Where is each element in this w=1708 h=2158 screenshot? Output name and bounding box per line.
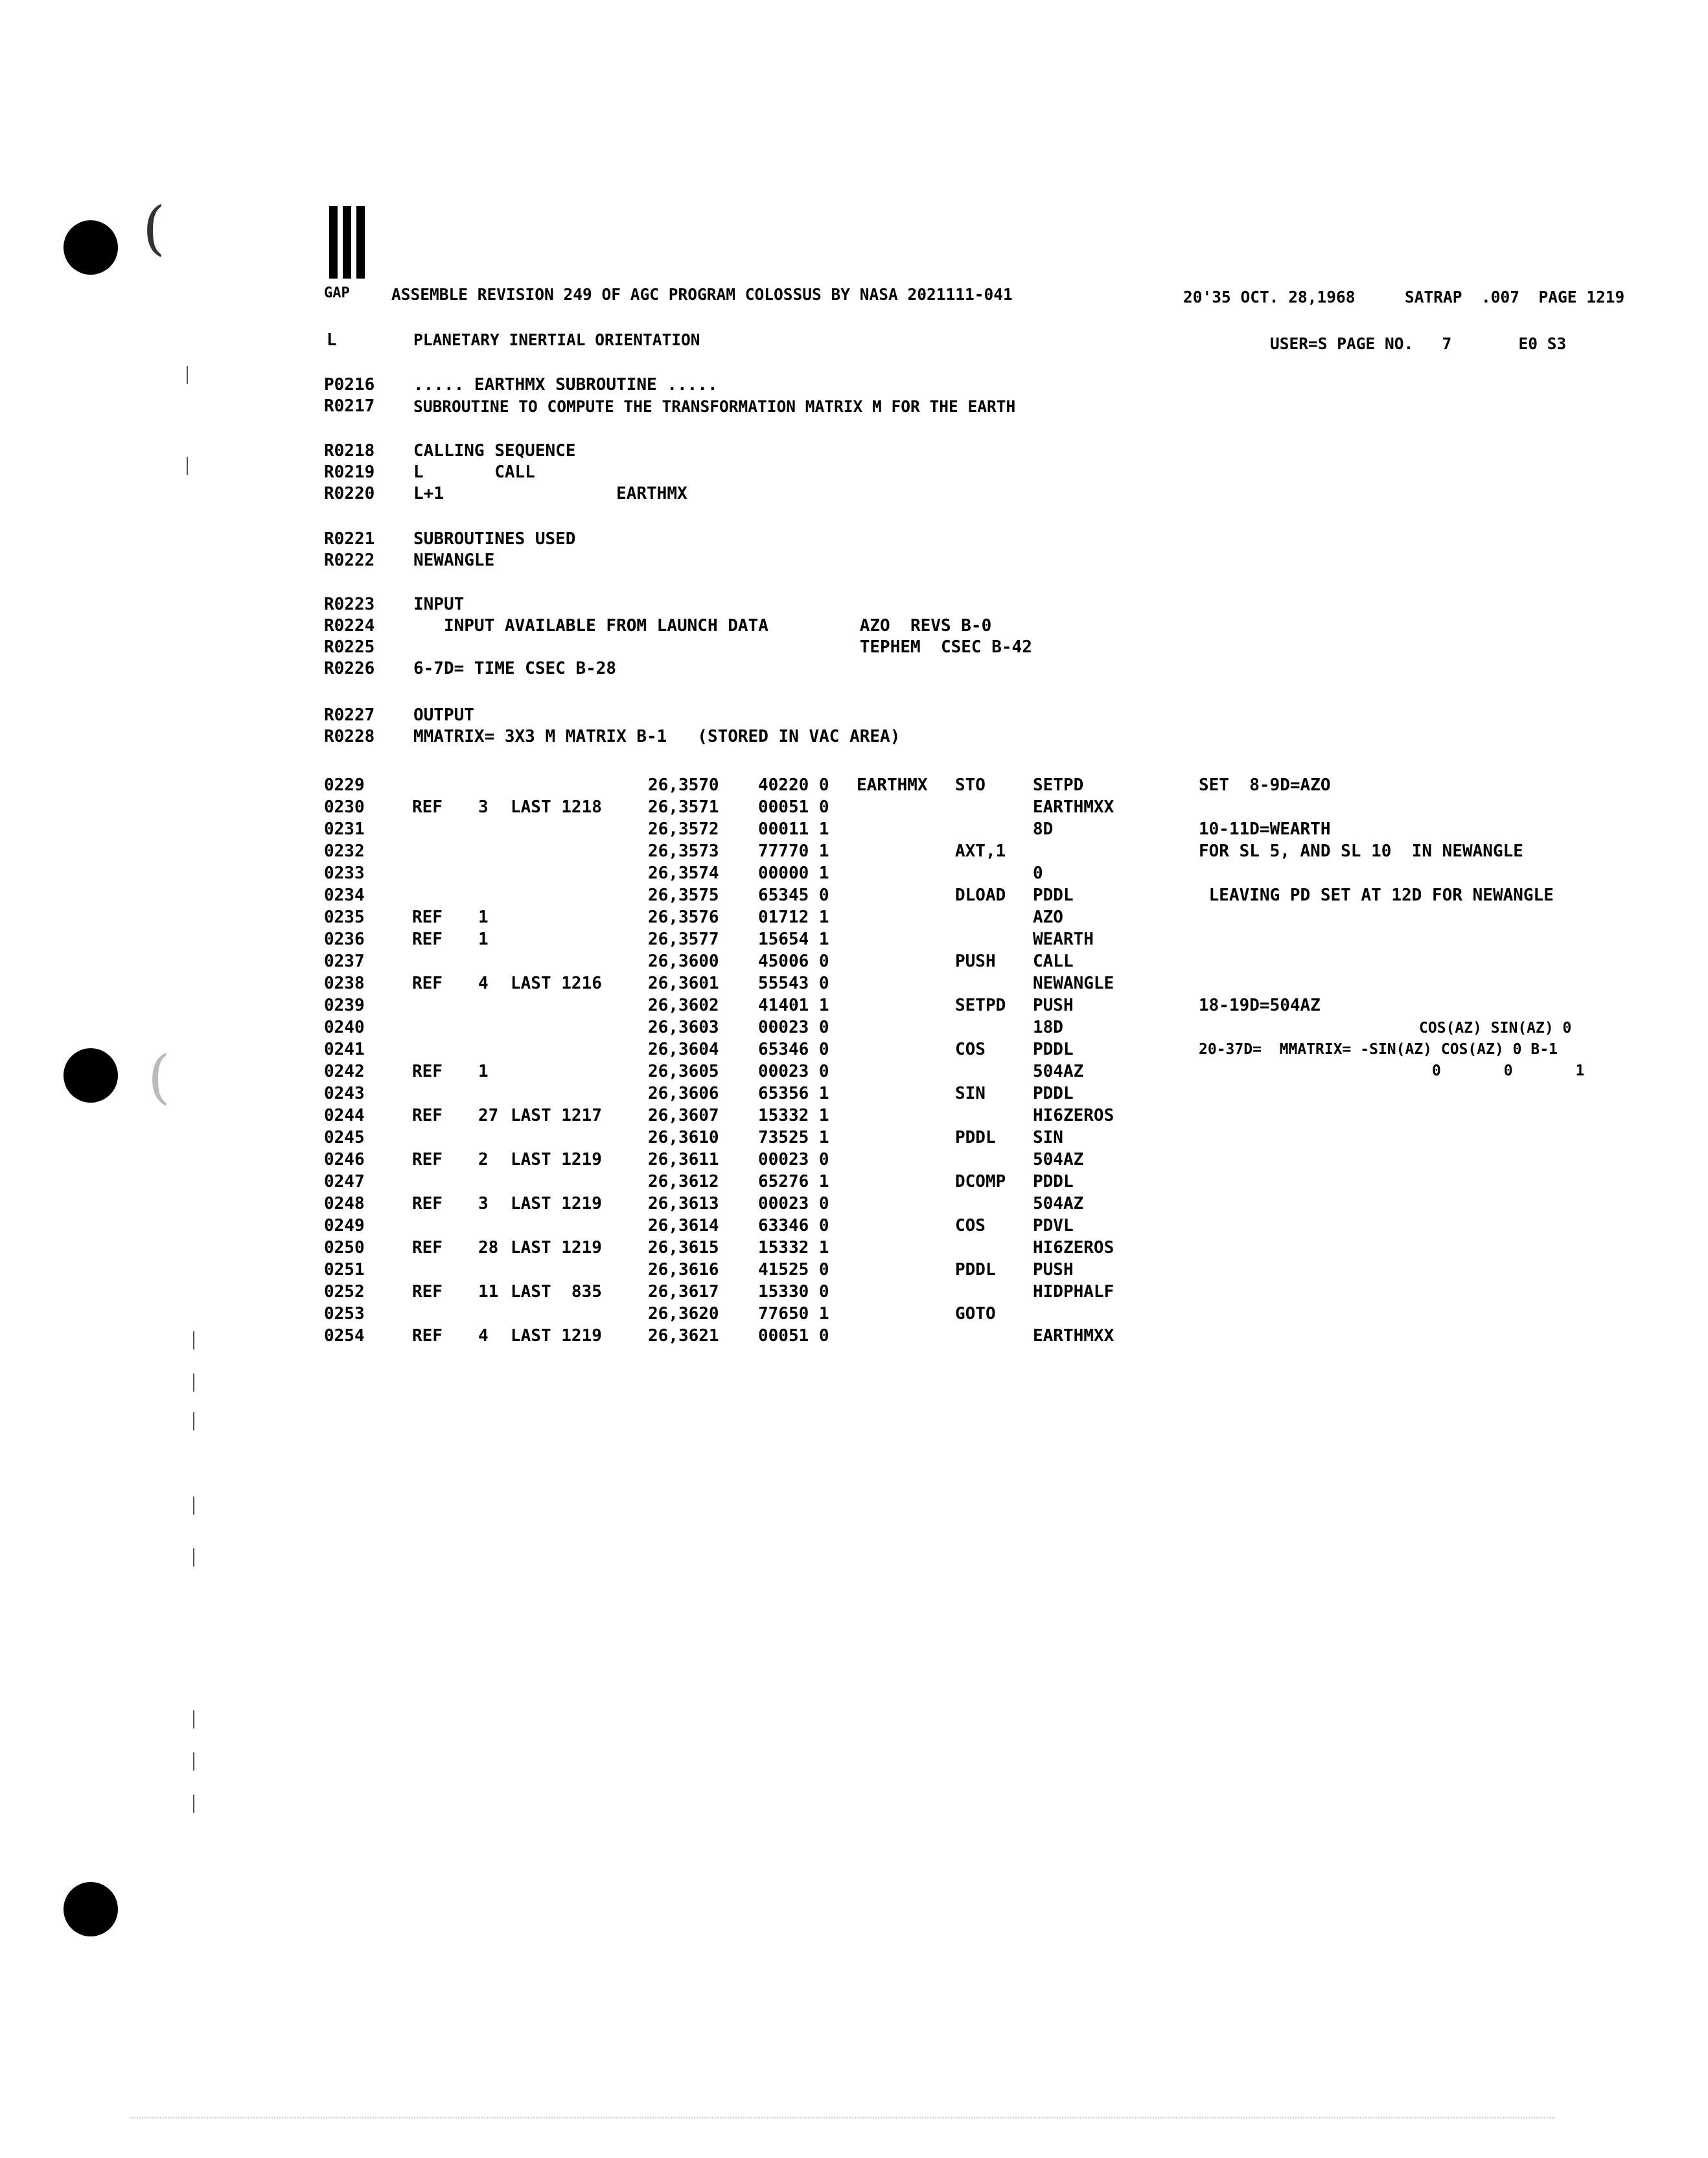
address: 26,3616 bbox=[648, 1260, 719, 1280]
octal-word: 00011 1 bbox=[758, 820, 829, 839]
line-number: R0218 bbox=[324, 441, 375, 461]
opcode: DCOMP bbox=[955, 1172, 1006, 1191]
last-ref: LAST 835 bbox=[511, 1282, 602, 1302]
address: 26,3603 bbox=[648, 1018, 719, 1037]
address: 26,3617 bbox=[648, 1282, 719, 1302]
margin-tick bbox=[193, 1331, 194, 1349]
address: 26,3602 bbox=[648, 996, 719, 1015]
line-number: R0225 bbox=[324, 637, 375, 657]
binder-bars-icon bbox=[329, 206, 365, 279]
ref-tag: REF bbox=[412, 1282, 443, 1302]
ref-tag: REF bbox=[412, 908, 443, 927]
ref-tag: REF bbox=[412, 1194, 443, 1213]
operand: PDVL bbox=[1033, 1216, 1074, 1235]
line-number: R0227 bbox=[324, 706, 375, 725]
octal-word: 15330 0 bbox=[758, 1282, 829, 1302]
address: 26,3574 bbox=[648, 864, 719, 883]
subheader-title: PLANETARY INERTIAL ORIENTATION bbox=[413, 330, 700, 349]
operand: 504AZ bbox=[1033, 1150, 1084, 1169]
operand: PDDL bbox=[1033, 1172, 1074, 1191]
code-comment: 18-19D=504AZ bbox=[1199, 996, 1321, 1015]
margin-tick bbox=[193, 1795, 194, 1813]
operand: PUSH bbox=[1033, 996, 1074, 1015]
remark-text: ..... EARTHMX SUBROUTINE ..... bbox=[413, 375, 718, 395]
operand: HIDPHALF bbox=[1033, 1282, 1114, 1302]
line-number: R0224 bbox=[324, 616, 375, 636]
operand: PUSH bbox=[1033, 1260, 1074, 1280]
ref-count: 2 bbox=[478, 1150, 489, 1169]
line-number: 0230 bbox=[324, 798, 365, 817]
octal-word: 00051 0 bbox=[758, 798, 829, 817]
opcode: SETPD bbox=[955, 996, 1006, 1015]
matrix-row-3: 0 0 1 bbox=[1432, 1062, 1585, 1079]
remark-text: OUTPUT bbox=[413, 706, 474, 725]
ref-count: 27 bbox=[478, 1106, 499, 1125]
line-number: 0245 bbox=[324, 1128, 365, 1147]
ref-tag: REF bbox=[412, 930, 443, 949]
opcode: SIN bbox=[955, 1084, 986, 1103]
ref-count: 1 bbox=[478, 1062, 489, 1081]
line-number: 0233 bbox=[324, 864, 365, 883]
line-number: R0221 bbox=[324, 529, 375, 549]
code-comment: FOR SL 5, AND SL 10 IN NEWANGLE bbox=[1199, 842, 1523, 861]
ref-tag: REF bbox=[412, 1150, 443, 1169]
margin-tick bbox=[193, 1412, 194, 1430]
margin-tick bbox=[193, 1497, 194, 1515]
opcode: GOTO bbox=[955, 1304, 996, 1324]
margin-mark-top: ( bbox=[143, 194, 166, 262]
line-number: 0247 bbox=[324, 1172, 365, 1191]
octal-word: 01712 1 bbox=[758, 908, 829, 927]
remark-text: SUBROUTINE TO COMPUTE THE TRANSFORMATION MATRIX M FOR THE EARTH bbox=[413, 397, 1016, 416]
remark-text: INPUT bbox=[413, 595, 465, 614]
octal-word: 00023 0 bbox=[758, 1150, 829, 1169]
line-number: 0243 bbox=[324, 1084, 365, 1103]
remark-text: SUBROUTINES USED bbox=[413, 529, 576, 549]
line-number: 0231 bbox=[324, 820, 365, 839]
octal-word: 00023 0 bbox=[758, 1062, 829, 1081]
operand: PDDL bbox=[1033, 1084, 1074, 1103]
last-ref: LAST 1216 bbox=[511, 974, 602, 993]
line-number: 0251 bbox=[324, 1260, 365, 1280]
opcode: AXT,1 bbox=[955, 842, 1006, 861]
last-ref: LAST 1219 bbox=[511, 1238, 602, 1257]
address: 26,3610 bbox=[648, 1128, 719, 1147]
punch-hole-middle bbox=[63, 1048, 118, 1103]
line-number: R0226 bbox=[324, 659, 375, 678]
line-number: 0229 bbox=[324, 775, 365, 795]
octal-word: 00023 0 bbox=[758, 1194, 829, 1213]
address: 26,3615 bbox=[648, 1238, 719, 1257]
address: 26,3606 bbox=[648, 1084, 719, 1103]
opcode: STO bbox=[955, 775, 986, 795]
remark-text: L CALL bbox=[413, 463, 535, 482]
code-comment: 10-11D=WEARTH bbox=[1199, 820, 1331, 839]
line-number: R0217 bbox=[324, 396, 375, 416]
line-number: R0219 bbox=[324, 463, 375, 482]
line-number: R0228 bbox=[324, 727, 375, 746]
line-number: 0241 bbox=[324, 1040, 365, 1059]
operand: CALL bbox=[1033, 952, 1074, 971]
remark-text: L+1 EARTHMX bbox=[413, 484, 687, 503]
margin-tick bbox=[187, 457, 188, 475]
address: 26,3570 bbox=[648, 775, 719, 795]
punch-hole-top bbox=[63, 220, 118, 275]
octal-word: 00051 0 bbox=[758, 1326, 829, 1346]
margin-mark-middle: ( bbox=[148, 1043, 171, 1111]
remark-text: TEPHEM CSEC B-42 bbox=[413, 637, 1032, 657]
octal-word: 15332 1 bbox=[758, 1238, 829, 1257]
opcode: COS bbox=[955, 1216, 986, 1235]
last-ref: LAST 1219 bbox=[511, 1150, 602, 1169]
address: 26,3611 bbox=[648, 1150, 719, 1169]
line-number: R0222 bbox=[324, 551, 375, 570]
margin-tick bbox=[193, 1710, 194, 1728]
operand: 0 bbox=[1033, 864, 1043, 883]
opcode: PDDL bbox=[955, 1260, 996, 1280]
ref-count: 28 bbox=[478, 1238, 499, 1257]
address: 26,3575 bbox=[648, 886, 719, 905]
code-label: EARTHMX bbox=[857, 775, 928, 795]
octal-word: 77770 1 bbox=[758, 842, 829, 861]
opcode: COS bbox=[955, 1040, 986, 1059]
address: 26,3572 bbox=[648, 820, 719, 839]
octal-word: 40220 0 bbox=[758, 775, 829, 795]
line-number: 0232 bbox=[324, 842, 365, 861]
ref-tag: REF bbox=[412, 974, 443, 993]
operand: SIN bbox=[1033, 1128, 1063, 1147]
matrix-row-1: COS(AZ) SIN(AZ) 0 bbox=[1419, 1020, 1572, 1037]
address: 26,3600 bbox=[648, 952, 719, 971]
line-number: P0216 bbox=[324, 375, 375, 395]
ref-tag: REF bbox=[412, 1326, 443, 1346]
header-right: SATRAP .007 PAGE 1219 bbox=[1405, 288, 1625, 306]
address: 26,3621 bbox=[648, 1326, 719, 1346]
remark-text: 6-7D= TIME CSEC B-28 bbox=[413, 659, 617, 678]
line-number: 0240 bbox=[324, 1018, 365, 1037]
code-comment: SET 8-9D=AZO bbox=[1199, 775, 1331, 795]
address: 26,3577 bbox=[648, 930, 719, 949]
margin-tick bbox=[193, 1373, 194, 1392]
octal-word: 77650 1 bbox=[758, 1304, 829, 1324]
remark-text: CALLING SEQUENCE bbox=[413, 441, 576, 461]
margin-tick bbox=[193, 1752, 194, 1771]
operand: HI6ZEROS bbox=[1033, 1238, 1114, 1257]
opcode: PDDL bbox=[955, 1128, 996, 1147]
operand: 8D bbox=[1033, 820, 1054, 839]
line-number: R0223 bbox=[324, 595, 375, 614]
last-ref: LAST 1219 bbox=[511, 1326, 602, 1346]
ref-count: 4 bbox=[478, 974, 489, 993]
last-ref: LAST 1217 bbox=[511, 1106, 602, 1125]
line-number: 0238 bbox=[324, 974, 365, 993]
code-comment: 20-37D= MMATRIX= -SIN(AZ) COS(AZ) 0 B-1 bbox=[1199, 1041, 1558, 1058]
header-date: 20'35 OCT. 28,1968 bbox=[1183, 288, 1356, 306]
octal-word: 65346 0 bbox=[758, 1040, 829, 1059]
operand: EARTHMXX bbox=[1033, 1326, 1114, 1346]
margin-tick bbox=[187, 366, 188, 384]
address: 26,3613 bbox=[648, 1194, 719, 1213]
ref-tag: REF bbox=[412, 1238, 443, 1257]
header-title: ASSEMBLE REVISION 249 OF AGC PROGRAM COLOSSUS BY NASA 2021111-041 bbox=[391, 285, 1013, 304]
ref-tag: REF bbox=[412, 1062, 443, 1081]
octal-word: 45006 0 bbox=[758, 952, 829, 971]
octal-word: 00000 1 bbox=[758, 864, 829, 883]
remark-text: INPUT AVAILABLE FROM LAUNCH DATA AZO REVS B-0 bbox=[413, 616, 992, 636]
ref-count: 1 bbox=[478, 908, 489, 927]
line-number: R0220 bbox=[324, 484, 375, 503]
subheader-left: L bbox=[327, 330, 337, 350]
ref-count: 1 bbox=[478, 930, 489, 949]
address: 26,3605 bbox=[648, 1062, 719, 1081]
operand: 504AZ bbox=[1033, 1194, 1084, 1213]
opcode: PUSH bbox=[955, 952, 996, 971]
octal-word: 65356 1 bbox=[758, 1084, 829, 1103]
last-ref: LAST 1218 bbox=[511, 798, 602, 817]
address: 26,3612 bbox=[648, 1172, 719, 1191]
address: 26,3573 bbox=[648, 842, 719, 861]
octal-word: 63346 0 bbox=[758, 1216, 829, 1235]
line-number: 0246 bbox=[324, 1150, 365, 1169]
operand: HI6ZEROS bbox=[1033, 1106, 1114, 1125]
ref-count: 11 bbox=[478, 1282, 499, 1302]
line-number: 0254 bbox=[324, 1326, 365, 1346]
address: 26,3576 bbox=[648, 908, 719, 927]
line-number: 0235 bbox=[324, 908, 365, 927]
line-number: 0248 bbox=[324, 1194, 365, 1213]
operand: PDDL bbox=[1033, 1040, 1074, 1059]
operand: EARTHMXX bbox=[1033, 798, 1114, 817]
operand: SETPD bbox=[1033, 775, 1084, 795]
last-ref: LAST 1219 bbox=[511, 1194, 602, 1213]
operand: 18D bbox=[1033, 1018, 1063, 1037]
remark-text: NEWANGLE bbox=[413, 551, 495, 570]
scan-edge-dust bbox=[130, 2117, 1555, 2118]
margin-tick bbox=[193, 1548, 194, 1567]
line-number: 0242 bbox=[324, 1062, 365, 1081]
line-number: 0244 bbox=[324, 1106, 365, 1125]
line-number: 0234 bbox=[324, 886, 365, 905]
address: 26,3604 bbox=[648, 1040, 719, 1059]
line-number: 0237 bbox=[324, 952, 365, 971]
octal-word: 41401 1 bbox=[758, 996, 829, 1015]
octal-word: 41525 0 bbox=[758, 1260, 829, 1280]
operand: AZO bbox=[1033, 908, 1063, 927]
ref-count: 3 bbox=[478, 798, 489, 817]
line-number: 0236 bbox=[324, 930, 365, 949]
octal-word: 15332 1 bbox=[758, 1106, 829, 1125]
operand: 504AZ bbox=[1033, 1062, 1084, 1081]
code-comment: LEAVING PD SET AT 12D FOR NEWANGLE bbox=[1199, 886, 1554, 905]
opcode: DLOAD bbox=[955, 886, 1006, 905]
line-number: 0239 bbox=[324, 996, 365, 1015]
address: 26,3571 bbox=[648, 798, 719, 817]
ref-tag: REF bbox=[412, 798, 443, 817]
address: 26,3620 bbox=[648, 1304, 719, 1324]
octal-word: 65276 1 bbox=[758, 1172, 829, 1191]
octal-word: 65345 0 bbox=[758, 886, 829, 905]
subheader-right: USER=S PAGE NO. 7 E0 S3 bbox=[1270, 334, 1567, 353]
operand: PDDL bbox=[1033, 886, 1074, 905]
octal-word: 15654 1 bbox=[758, 930, 829, 949]
line-number: 0249 bbox=[324, 1216, 365, 1235]
octal-word: 55543 0 bbox=[758, 974, 829, 993]
line-number: 0252 bbox=[324, 1282, 365, 1302]
octal-word: 73525 1 bbox=[758, 1128, 829, 1147]
ref-count: 3 bbox=[478, 1194, 489, 1213]
operand: WEARTH bbox=[1033, 930, 1094, 949]
header-fragment: GAP bbox=[324, 285, 350, 301]
operand: NEWANGLE bbox=[1033, 974, 1114, 993]
remark-text: MMATRIX= 3X3 M MATRIX B-1 (STORED IN VAC AREA) bbox=[413, 727, 901, 746]
ref-tag: REF bbox=[412, 1106, 443, 1125]
address: 26,3614 bbox=[648, 1216, 719, 1235]
address: 26,3607 bbox=[648, 1106, 719, 1125]
octal-word: 00023 0 bbox=[758, 1018, 829, 1037]
line-number: 0253 bbox=[324, 1304, 365, 1324]
line-number: 0250 bbox=[324, 1238, 365, 1257]
address: 26,3601 bbox=[648, 974, 719, 993]
punch-hole-bottom bbox=[63, 1882, 118, 1936]
ref-count: 4 bbox=[478, 1326, 489, 1346]
